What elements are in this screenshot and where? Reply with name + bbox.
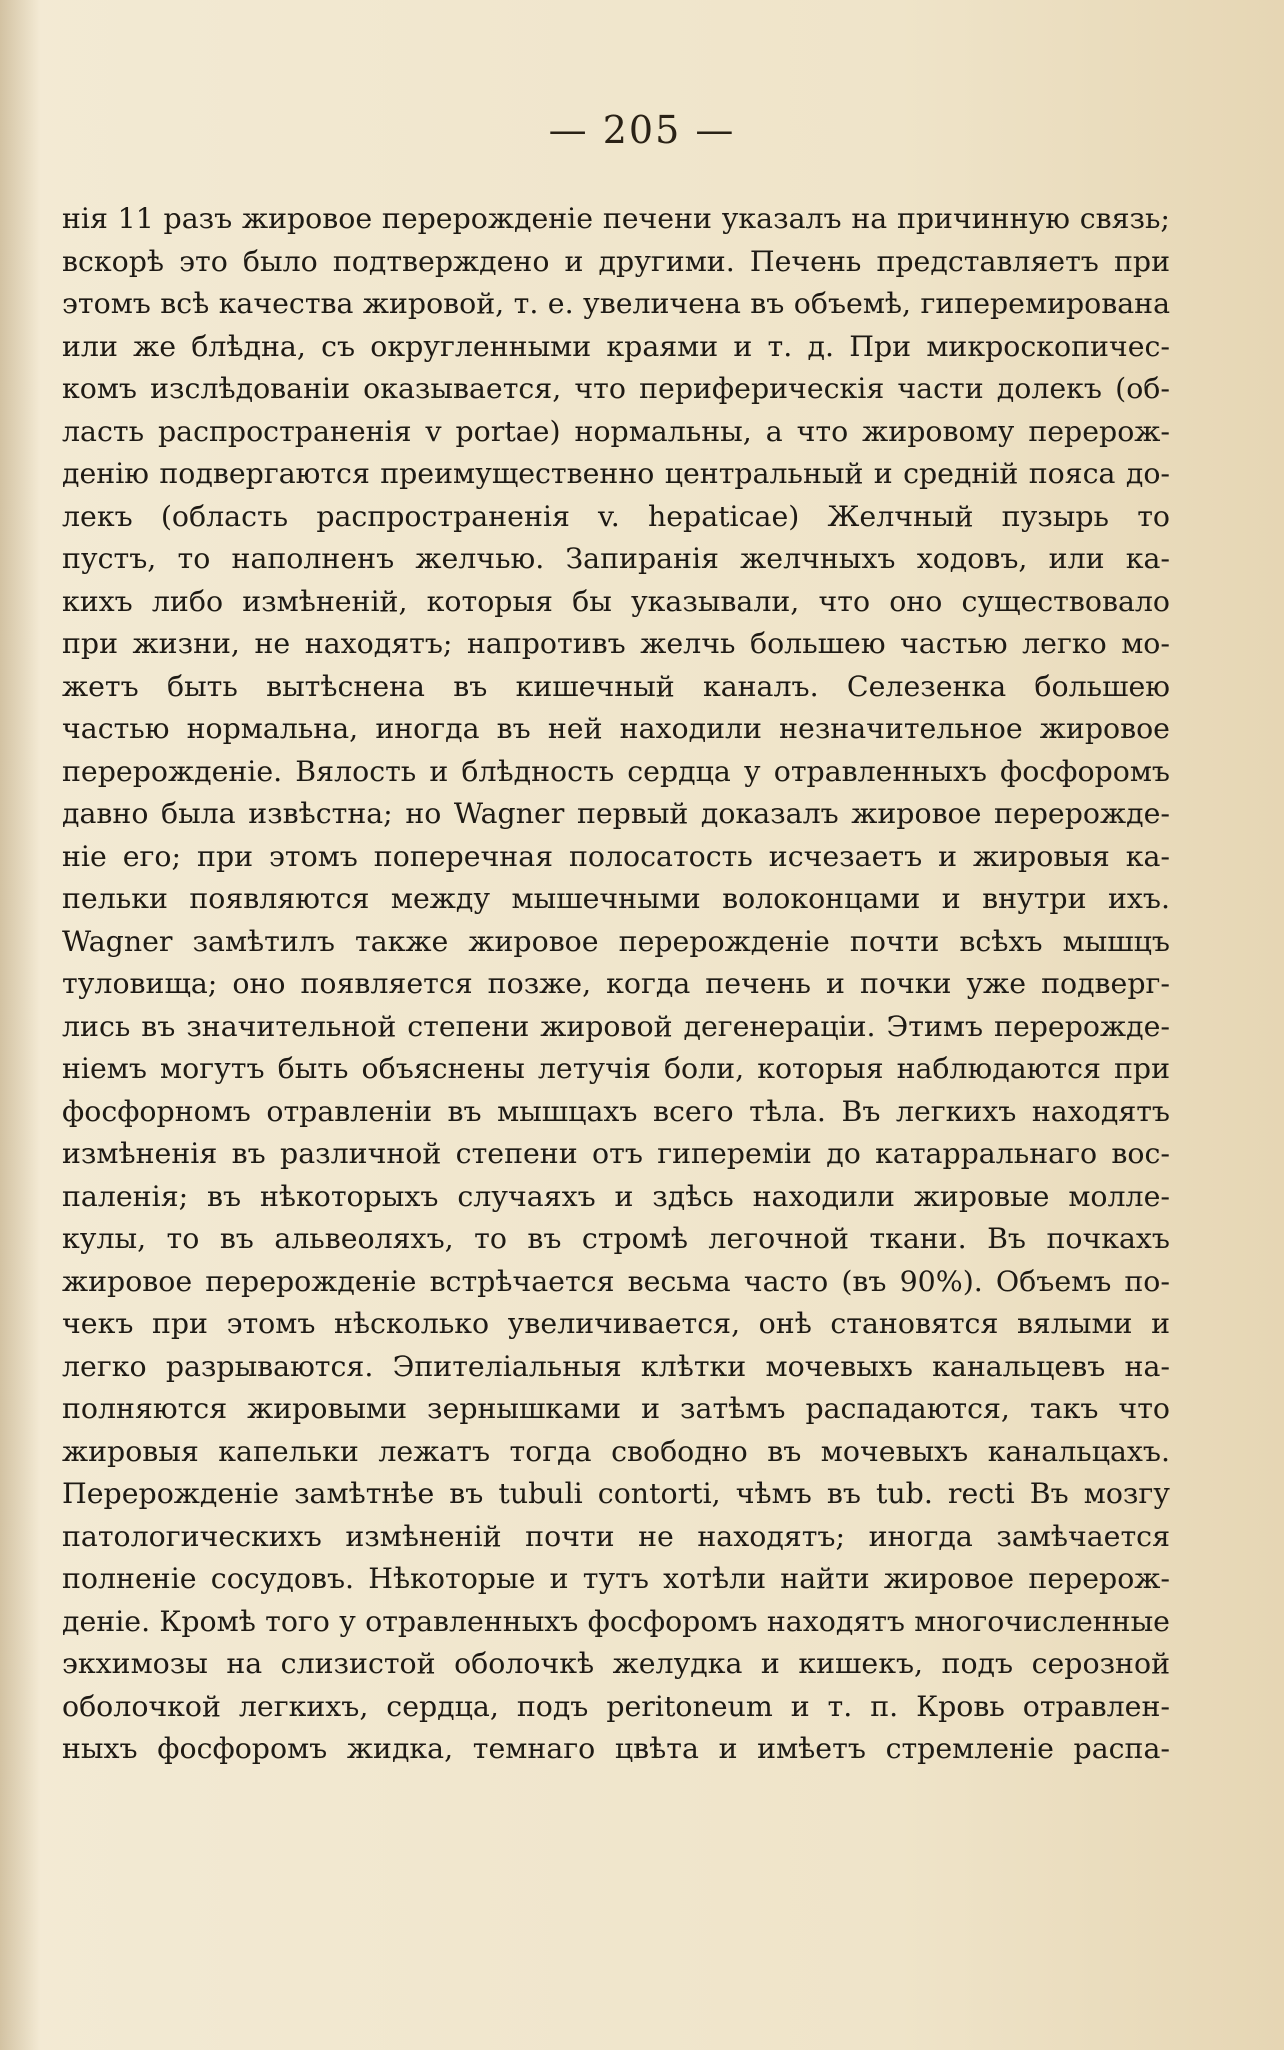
text-line [62, 1686, 1170, 1729]
text-line [62, 1091, 1170, 1134]
text-line-content: жетъ быть вытѣснена въ кишечный каналъ. Селезенка большею [62, 669, 1170, 703]
text-line [62, 1431, 1170, 1474]
text-line-content: давно была извѣстна; но Wagner первый доказалъ жировое перерожде- [62, 797, 1170, 830]
text-line-content: ныхъ фосфоромъ жидка, темнаго цвѣта и имѣетъ стремленіе распа- [62, 1732, 1170, 1765]
text-line [62, 368, 1170, 411]
text-line-content: лекъ (область распространенія v. hepaticae) Желчный пузырь то [62, 499, 1170, 533]
text-line-content: лись въ значительной степени жировой дегенераціи. Этимъ перерожде- [62, 1009, 1170, 1043]
text-line [62, 453, 1170, 496]
text-line [62, 1388, 1170, 1431]
text-line-content: частью нормальна, иногда въ ней находили незначительное жировое [62, 712, 1170, 745]
text-line [62, 836, 1170, 879]
text-line-content: фосфорномъ отравленіи въ мышцахъ всего тѣла. Въ легкихъ находятъ [62, 1094, 1170, 1128]
text-line [62, 411, 1170, 454]
text-line-content: жировыя капельки лежатъ тогда свободно въ мочевыхъ канальцахъ. [62, 1434, 1170, 1468]
text-line-content: легко разрываются. Эпителіальныя клѣтки мочевыхъ канальцевъ на- [62, 1349, 1170, 1383]
text-line-content: ласть распространенія v portae) нормальны, а что жировому перерож- [62, 414, 1170, 448]
text-line-content: этомъ всѣ качества жировой, т. е. увеличена въ объемѣ, гиперемирована [62, 287, 1170, 320]
text-line [62, 1473, 1170, 1516]
text-line [62, 581, 1170, 624]
text-line [62, 1006, 1170, 1049]
text-line-content: при жизни, не находятъ; напротивъ желчь большею частью легко мо- [62, 627, 1170, 660]
text-line [62, 198, 1170, 241]
text-line [62, 1218, 1170, 1261]
text-line-content: нія 11 разъ жировое перерожденіе печени указалъ на причинную связь; [62, 202, 1170, 235]
text-line-content: деніе. Кромѣ того у отравленныхъ фосфоромъ находятъ многочисленные [62, 1604, 1170, 1638]
text-line-content: измѣненія въ различной степени отъ гипереміи до катарральнаго вос- [62, 1137, 1170, 1170]
text-line [62, 1516, 1170, 1559]
text-line-content: комъ изслѣдованіи оказывается, что периферическія части долекъ (об- [62, 372, 1170, 405]
text-line-content: денію подвергаются преимущественно центральный и средній пояса до- [62, 457, 1170, 490]
text-line-content: паленія; въ нѣкоторыхъ случаяхъ и здѣсь находили жировые молле- [62, 1179, 1170, 1213]
text-line-content: пустъ, то наполненъ желчью. Запиранія желчныхъ ходовъ, или ка- [62, 542, 1170, 575]
text-line-content: вскорѣ это было подтверждено и другими. Печень представляетъ при [62, 244, 1170, 278]
text-line-content: патологическихъ измѣненій почти не находятъ; иногда замѣчается [62, 1519, 1170, 1553]
text-line-content: или же блѣдна, съ округленными краями и т. д. При микроскопичес- [62, 329, 1170, 363]
text-line [62, 1133, 1170, 1176]
text-line [62, 1303, 1170, 1346]
text-line-content: Перерожденіе замѣтнѣе въ tubuli contorti, чѣмъ въ tub. recti Въ мозгу [62, 1477, 1170, 1510]
text-line-content: кулы, то въ альвеоляхъ, то въ стромѣ легочной ткани. Въ почкахъ [62, 1222, 1170, 1255]
text-line [62, 538, 1170, 581]
text-line-content: жировое перерожденіе встрѣчается весьма часто (въ 90%). Объемъ по- [62, 1264, 1170, 1298]
binding-shadow [0, 0, 40, 2050]
text-line-content: туловища; оно появляется позже, когда печень и почки уже подверг- [62, 967, 1170, 1000]
text-line-content: оболочкой легкихъ, сердца, подъ peritoneum и т. п. Кровь отравлен- [62, 1689, 1170, 1723]
text-line [62, 326, 1170, 369]
text-line-content: ніемъ могутъ быть объяснены летучія боли, которыя наблюдаются при [62, 1052, 1170, 1085]
text-line-content: ніе его; при этомъ поперечная полосатость исчезаетъ и жировыя ка- [62, 839, 1170, 873]
page-number: — 205 — [548, 108, 736, 152]
text-line [62, 623, 1170, 666]
text-line [62, 666, 1170, 709]
text-line [62, 1261, 1170, 1304]
text-line [62, 793, 1170, 836]
text-line-content: перерожденіе. Вялость и блѣдность сердца у отравленныхъ фосфоромъ [62, 754, 1170, 788]
text-line [62, 496, 1170, 539]
text-line [62, 241, 1170, 284]
text-line [62, 1346, 1170, 1389]
body-text [62, 198, 1170, 1771]
text-line-content: полняются жировыми зернышками и затѣмъ распадаются, такъ что [62, 1392, 1170, 1425]
text-line [62, 751, 1170, 794]
text-line-content: кихъ либо измѣненій, которыя бы указывали, что оно существовало [62, 584, 1170, 618]
text-line-content: пельки появляются между мышечными волоконцами и внутри ихъ. [62, 882, 1170, 915]
text-line [62, 1643, 1170, 1686]
text-line-content: экхимозы на слизистой оболочкѣ желудка и кишекъ, подъ серозной [62, 1647, 1170, 1680]
text-line [62, 1558, 1170, 1601]
text-line [62, 1728, 1170, 1771]
text-line [62, 1601, 1170, 1644]
text-line [62, 1176, 1170, 1219]
text-line [62, 963, 1170, 1006]
text-line [62, 921, 1170, 964]
text-line [62, 878, 1170, 921]
text-line [62, 283, 1170, 326]
text-line-content: чекъ при этомъ нѣсколько увеличивается, онѣ становятся вялыми и [62, 1307, 1170, 1340]
text-line [62, 1048, 1170, 1091]
text-line-content: Wagner замѣтилъ также жировое перерожденіе почти всѣхъ мышцъ [62, 924, 1170, 958]
text-line [62, 708, 1170, 751]
text-line-content: полненіе сосудовъ. Нѣкоторые и тутъ хотѣли найти жировое перерож- [62, 1562, 1170, 1595]
